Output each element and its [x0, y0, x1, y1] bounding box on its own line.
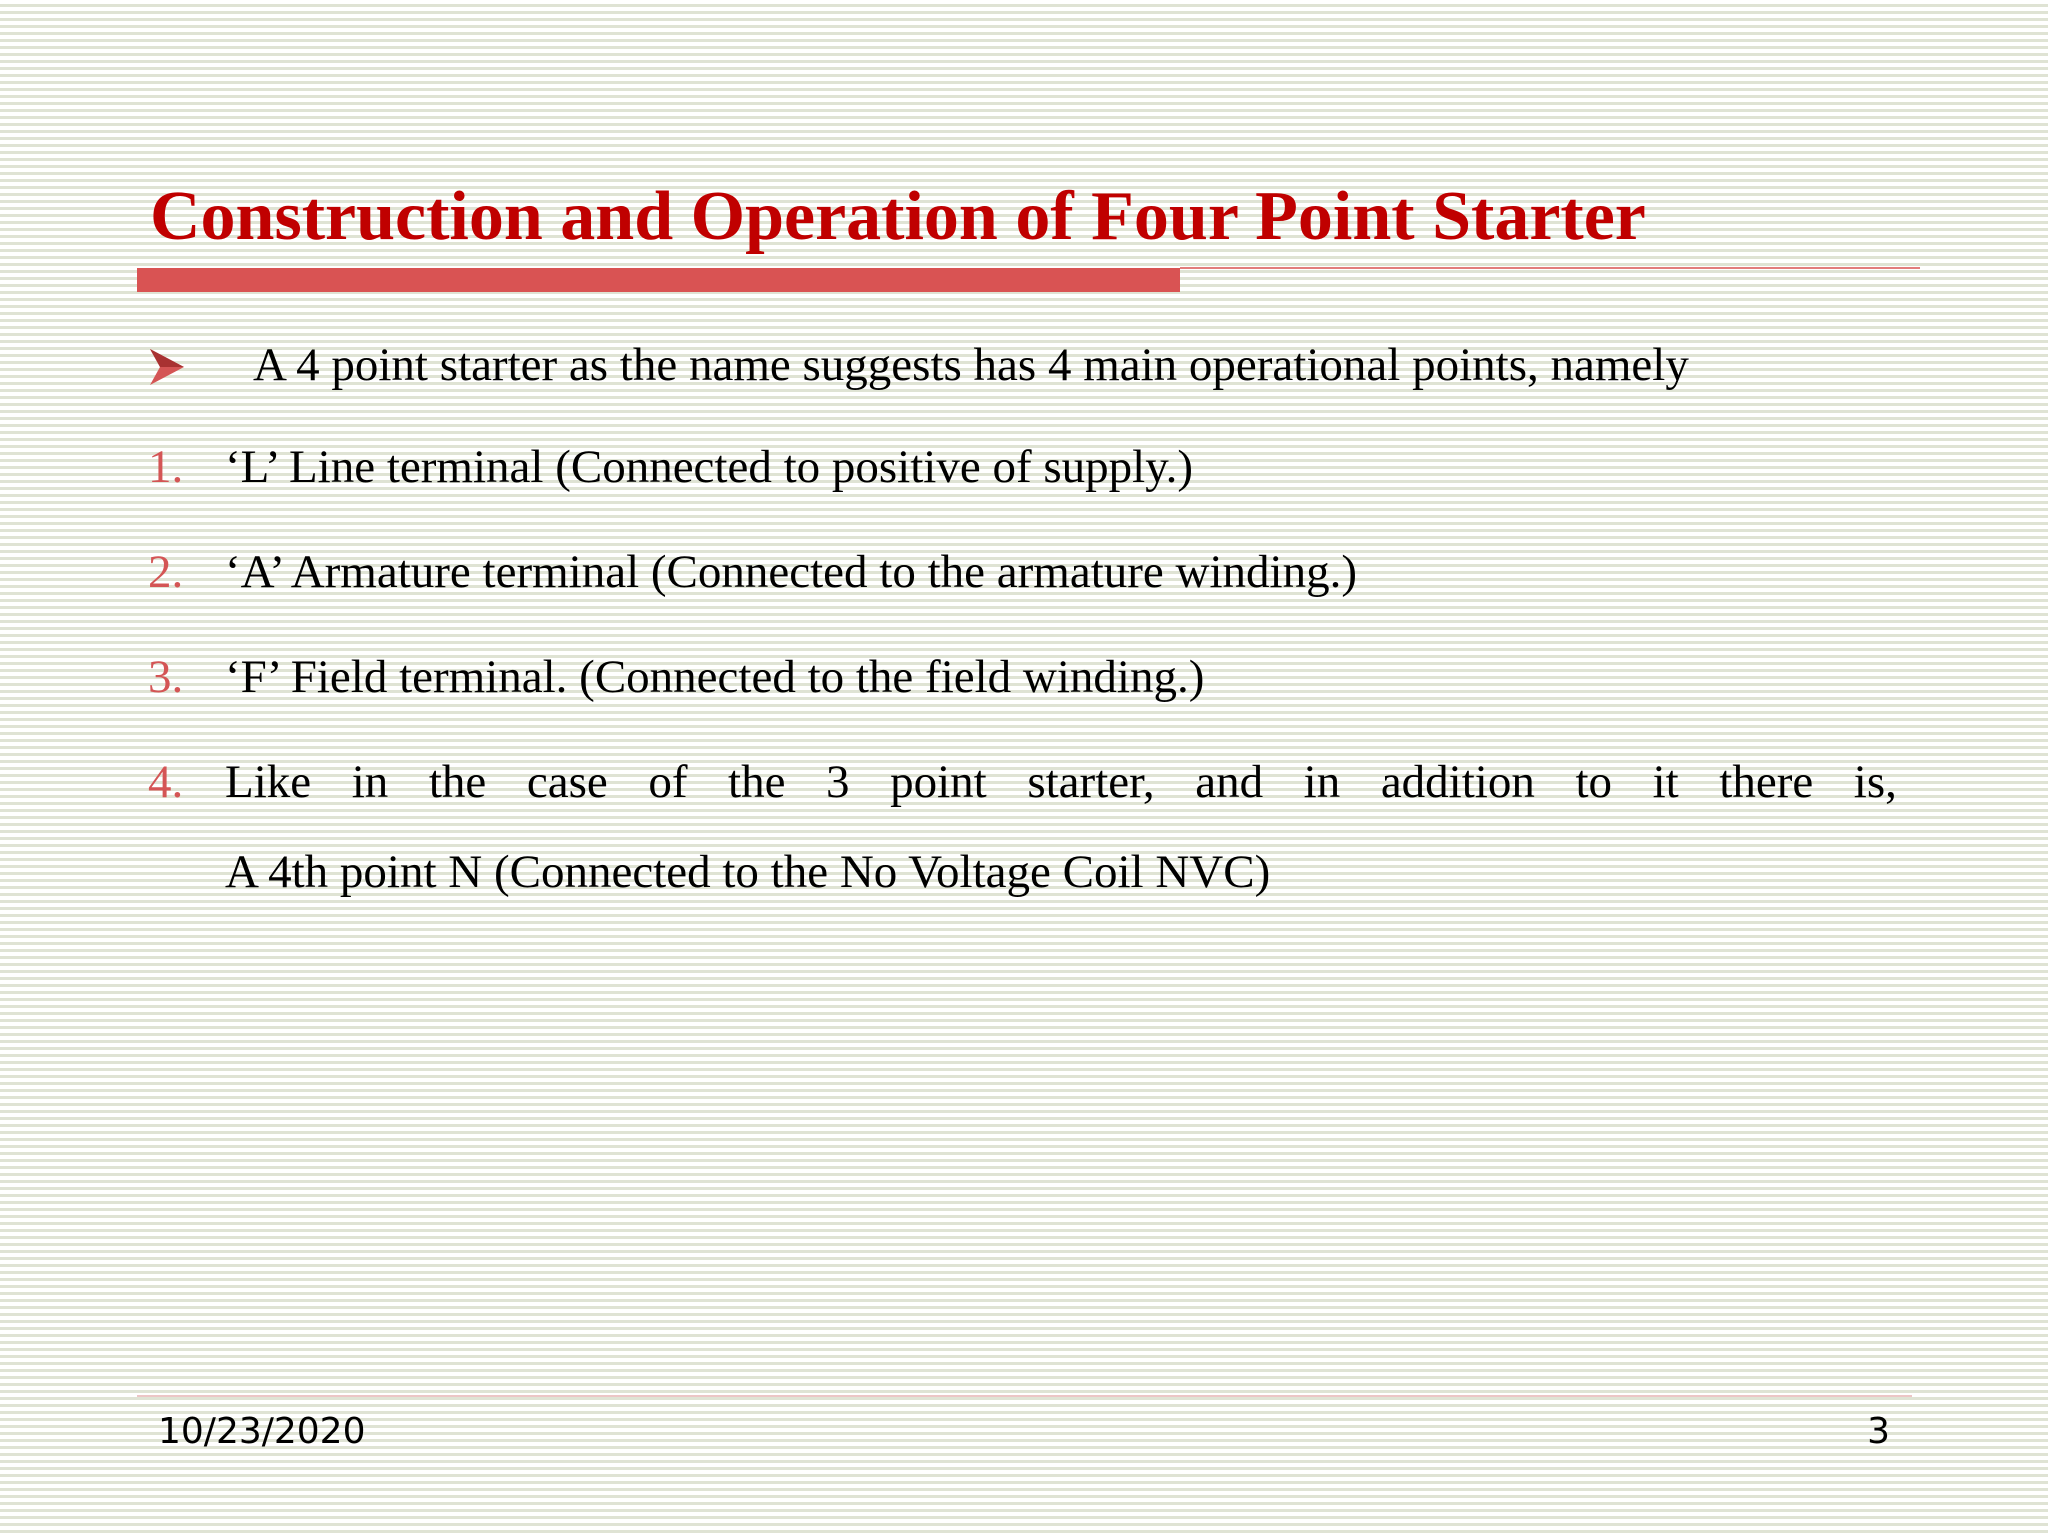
word: in [1303, 756, 1341, 808]
list-number: 3. [148, 651, 184, 703]
word: of [648, 756, 688, 808]
word: the [728, 756, 786, 808]
title-underline-bar [137, 268, 1180, 292]
list-number: 4. [148, 756, 184, 808]
intro-text: A 4 point starter as the name suggests has 4 main operational points, namely [253, 339, 1689, 391]
list-text: ‘L’ Line terminal (Connected to positive of supply.) [225, 441, 1194, 493]
word: it [1652, 756, 1679, 808]
list-text: ‘F’ Field terminal. (Connected to the field winding.) [225, 651, 1205, 703]
word: there [1719, 756, 1814, 808]
word: Like [225, 756, 312, 808]
footer-page-number: 3 [1867, 1411, 1890, 1452]
footer-date: 10/23/2020 [158, 1411, 366, 1452]
footer-divider [137, 1395, 1912, 1397]
list-number: 1. [148, 441, 184, 493]
list-text: ‘A’ Armature terminal (Connected to the armature winding.) [225, 546, 1357, 598]
word: and [1195, 756, 1264, 808]
title-underline-rule [1180, 267, 1920, 269]
list-text-line-1 [225, 737, 1897, 827]
word: point [890, 756, 987, 808]
word: is, [1853, 756, 1897, 808]
arrowhead-bullet-icon [150, 349, 184, 385]
list-text [225, 737, 1897, 917]
word: case [526, 756, 608, 808]
list-text-line-2: A 4th point N (Connected to the No Voltage Coil NVC) [225, 846, 1271, 898]
word: the [428, 756, 487, 808]
word: starter, [1027, 756, 1155, 808]
word: 3 [826, 756, 850, 808]
intro-bullet [150, 330, 1900, 400]
word: addition [1380, 756, 1535, 808]
word: to [1575, 756, 1612, 808]
slide-title: Construction and Operation of Four Point Starter [150, 178, 1646, 255]
list-number: 2. [148, 546, 184, 598]
word: in [351, 756, 389, 808]
